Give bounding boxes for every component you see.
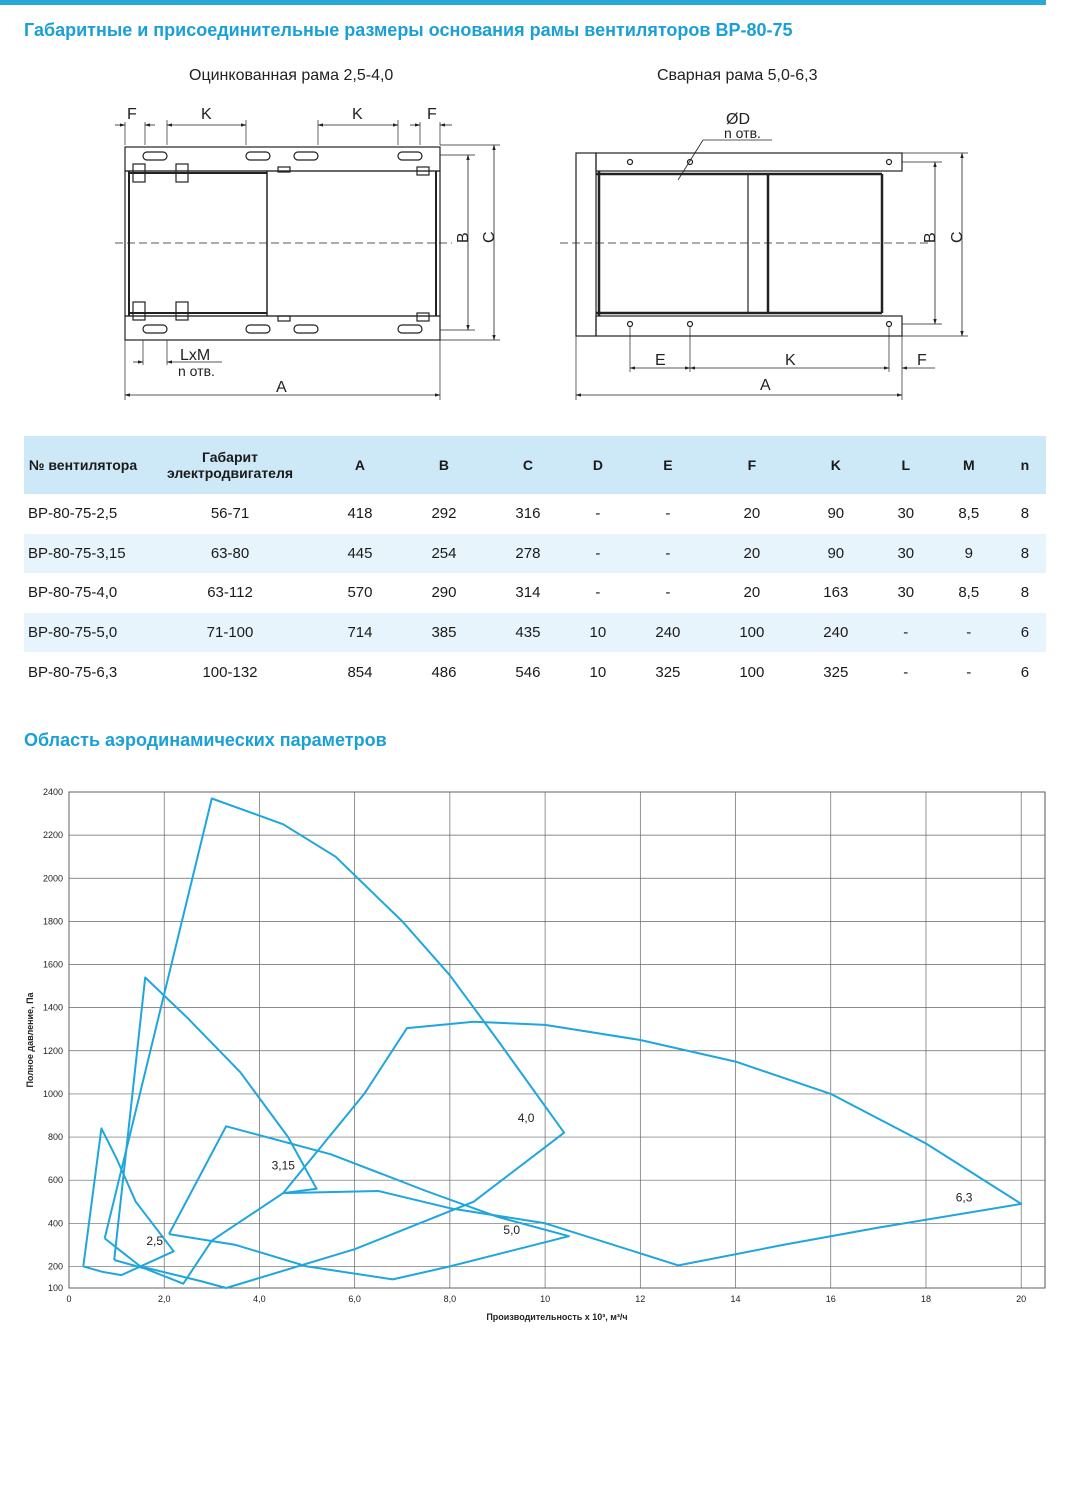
- series-label: 3,15: [271, 1158, 295, 1173]
- table-cell: 445: [318, 534, 402, 574]
- table-cell: -: [934, 613, 1004, 653]
- right-frame-drawing: [560, 140, 968, 400]
- table-cell: 316: [515, 505, 541, 523]
- y-tick-label: 1600: [42, 959, 63, 970]
- table-cell: 71-100: [142, 613, 318, 653]
- dim-label-a: A: [760, 377, 771, 394]
- y-tick-label: 2200: [42, 830, 63, 841]
- table-cell: 8: [1020, 505, 1030, 523]
- table-cell: 435: [486, 613, 570, 653]
- table-cell: -: [878, 613, 934, 653]
- table-cell: 100: [739, 663, 765, 681]
- table-row: [24, 652, 1046, 692]
- series-line-3: [169, 1126, 569, 1279]
- table-cell: 714: [318, 613, 402, 653]
- left-drawing-labels: [127, 106, 498, 396]
- table-cell: 546: [515, 663, 541, 681]
- column-header: M: [934, 436, 1004, 494]
- table-cell: 240: [626, 613, 710, 653]
- x-tick-label: 12: [635, 1294, 646, 1304]
- x-tick-label: 14: [730, 1294, 741, 1304]
- y-tick-label: 600: [47, 1175, 63, 1186]
- y-tick-label: 400: [47, 1218, 63, 1229]
- table-cell: 314: [515, 584, 541, 602]
- frame-drawings: [0, 90, 1071, 410]
- dim-label-k: K: [785, 352, 796, 369]
- y-tick-label: 1400: [42, 1002, 63, 1013]
- table-cell: -: [626, 534, 710, 574]
- x-tick-label: 10: [540, 1294, 551, 1304]
- table-cell: 8,5: [958, 505, 980, 523]
- table-cell: 486: [431, 663, 457, 681]
- right-left-beam: [576, 153, 596, 336]
- table-cell: 8,5: [958, 584, 980, 602]
- x-tick-label: 18: [920, 1294, 931, 1304]
- x-tick-label: 4,0: [253, 1294, 266, 1304]
- table-cell: 570: [347, 584, 373, 602]
- table-cell: 30: [897, 584, 915, 602]
- dim-label-n-holes: n отв.: [178, 363, 215, 379]
- y-axis-label: Полное давление, Па: [25, 992, 35, 1088]
- y-tick-label: 1800: [42, 916, 63, 927]
- table-cell: 20: [743, 505, 761, 523]
- y-tick-label: 1200: [42, 1045, 63, 1056]
- column-header: C: [486, 436, 570, 494]
- dim-label-lxm: LxM: [180, 347, 211, 364]
- table-cell: 8: [1004, 534, 1046, 574]
- table-cell: 854: [347, 663, 373, 681]
- table-cell: -: [595, 584, 601, 602]
- column-header: n: [1004, 436, 1046, 494]
- x-tick-label: 16: [825, 1294, 836, 1304]
- table-cell: 254: [402, 534, 486, 574]
- top-accent-bar: [0, 0, 1046, 5]
- section-title-aero: Область аэродинамических параметров: [24, 730, 387, 750]
- table-cell: 90: [827, 505, 845, 523]
- dim-label-c: C: [949, 231, 966, 243]
- column-header: D: [570, 436, 626, 494]
- series-line-4: [283, 1022, 1021, 1266]
- table-cell: ВР-80-75-3,15: [24, 534, 142, 574]
- column-header: A: [318, 436, 402, 494]
- table-cell: 418: [347, 505, 373, 523]
- x-tick-label: 6,0: [348, 1294, 361, 1304]
- x-tick-label: 0: [66, 1294, 72, 1304]
- table-cell: 292: [431, 505, 457, 523]
- table-cell: ВР-80-75-4,0: [28, 584, 118, 602]
- table-cell: 30: [897, 505, 915, 523]
- x-tick-label: 20: [1016, 1294, 1027, 1304]
- column-header: B: [402, 436, 486, 494]
- dim-label-c: C: [481, 231, 498, 243]
- table-cell: ВР-80-75-6,3: [28, 663, 118, 681]
- table-cell: 325: [823, 663, 849, 681]
- dim-label-e: E: [655, 352, 666, 369]
- table-cell: -: [665, 505, 671, 523]
- dimensions-table: [24, 436, 1046, 692]
- series-label: 5,0: [503, 1223, 521, 1238]
- column-header: Габарит электродвигателя: [142, 436, 318, 494]
- table-cell: 290: [431, 584, 457, 602]
- x-axis-label: Производительность х 10³, м³/ч: [486, 1312, 628, 1322]
- table-row: [24, 613, 1046, 653]
- series-label: 2,5: [146, 1233, 164, 1248]
- series-label: 4,0: [517, 1110, 535, 1125]
- aero-chart: [0, 770, 1071, 1335]
- table-cell: -: [570, 534, 626, 574]
- column-header: L: [878, 436, 934, 494]
- table-cell: 63-112: [207, 584, 253, 602]
- dim-label-f: F: [917, 352, 927, 369]
- left-frame-body: [125, 171, 440, 316]
- dim-label-f: F: [127, 106, 137, 123]
- table-cell: 20: [710, 534, 794, 574]
- dim-label-k: K: [352, 106, 363, 123]
- table-cell: 20: [743, 584, 761, 602]
- table-cell: 8: [1020, 584, 1030, 602]
- dim-label-b: B: [455, 232, 472, 243]
- table-cell: -: [903, 663, 909, 681]
- series-label: 6,3: [955, 1190, 973, 1205]
- table-row: [24, 494, 1046, 534]
- x-tick-label: 2,0: [157, 1294, 171, 1304]
- table-cell: 100-132: [202, 663, 258, 681]
- table-cell: -: [665, 584, 671, 602]
- table-cell: -: [966, 663, 972, 681]
- y-tick-label: 800: [47, 1132, 63, 1143]
- left-frame-drawing: [115, 120, 500, 400]
- page-title: Габаритные и присоединительные размеры основания рамы вентиляторов ВР-80-75: [24, 20, 793, 40]
- dim-label-k: K: [201, 106, 212, 123]
- table-cell: 9: [934, 534, 1004, 574]
- column-header: E: [626, 436, 710, 494]
- table-row: [24, 534, 1046, 574]
- table-cell: 325: [655, 663, 681, 681]
- table-cell: 385: [402, 613, 486, 653]
- plot-frame: [69, 792, 1045, 1288]
- left-bottom-rail: [125, 316, 440, 340]
- y-tick-label: 200: [47, 1261, 63, 1272]
- table-cell: 100: [710, 613, 794, 653]
- table-cell: 6: [1004, 613, 1046, 653]
- table-cell: 278: [486, 534, 570, 574]
- table-header-row: [24, 436, 1046, 494]
- y-tick-label: 1000: [42, 1088, 63, 1099]
- y-tick-label: 2400: [42, 787, 63, 797]
- column-header: F: [710, 436, 794, 494]
- dim-label-a: A: [276, 379, 287, 396]
- y-tick-label: 100: [47, 1283, 63, 1293]
- table-cell: 10: [589, 663, 607, 681]
- table-cell: ВР-80-75-2,5: [28, 505, 118, 523]
- table-cell: 240: [794, 613, 878, 653]
- table-row: [24, 573, 1046, 613]
- series-line-0: [83, 1128, 173, 1275]
- series-line-1: [114, 978, 316, 1284]
- column-header: K: [794, 436, 878, 494]
- column-header: № вентилятора: [24, 436, 142, 494]
- table-cell: 6: [1020, 663, 1030, 681]
- dim-label-b: B: [922, 232, 939, 243]
- y-tick-label: 2000: [42, 873, 63, 884]
- table-cell: ВР-80-75-5,0: [24, 613, 142, 653]
- table-cell: -: [595, 505, 601, 523]
- left-drawing-caption: Оцинкованная рама 2,5-4,0: [189, 67, 394, 84]
- dim-label-diameter: ØD: [726, 111, 750, 128]
- x-tick-label: 8,0: [443, 1294, 457, 1304]
- table-cell: 90: [794, 534, 878, 574]
- dim-label-n-holes: n отв.: [724, 125, 761, 141]
- aero-chart-svg: [0, 770, 1071, 1330]
- table-cell: 163: [823, 584, 849, 602]
- table-cell: 10: [570, 613, 626, 653]
- dim-label-f: F: [427, 106, 437, 123]
- table-cell: 56-71: [210, 505, 250, 523]
- right-drawing-caption: Сварная рама 5,0-6,3: [657, 67, 818, 84]
- table-cell: 63-80: [142, 534, 318, 574]
- table-cell: 30: [878, 534, 934, 574]
